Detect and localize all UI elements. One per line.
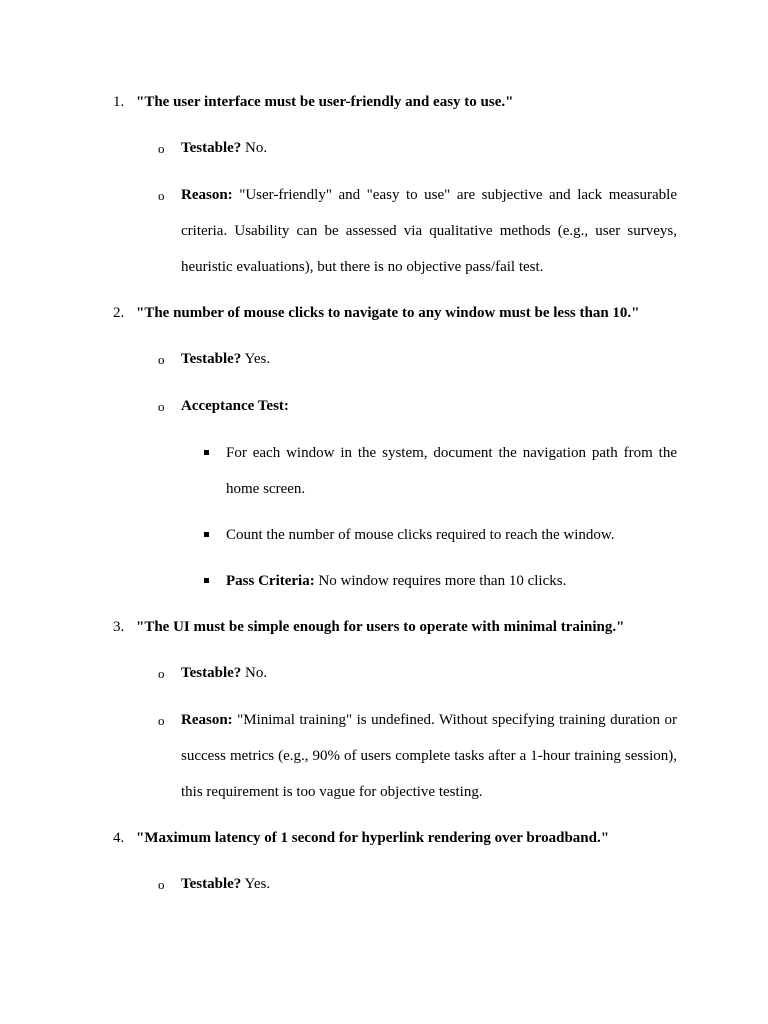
- square-bullet: [204, 578, 209, 583]
- reason-line: this requirement is too vague for objective testing.: [181, 784, 483, 800]
- item-heading: "The number of mouse clicks to navigate to any window must be less than 10.": [136, 305, 640, 321]
- reason-line: criteria. Usability can be assessed via qualitative methods (e.g., user surveys,: [181, 223, 677, 239]
- testable-line: Testable? Yes.: [181, 351, 271, 367]
- reason-line: Reason: "Minimal training" is undefined. Without specifying training duration or: [181, 712, 678, 728]
- sub-bullet: o: [158, 713, 165, 728]
- item-heading: "The user interface must be user-friendly and easy to use.": [136, 94, 514, 110]
- testable-line: Testable? No.: [181, 140, 268, 156]
- item-number: 3.: [113, 619, 125, 635]
- step-line: For each window in the system, document the navigation path from the: [226, 445, 677, 461]
- square-bullet: [204, 532, 209, 537]
- reason-line: success metrics (e.g., 90% of users complete tasks after a 1-hour training session),: [181, 748, 677, 764]
- sub-bullet: o: [158, 352, 165, 367]
- testable-line: Testable? No.: [181, 665, 268, 681]
- item-heading: "Maximum latency of 1 second for hyperlink rendering over broadband.": [136, 830, 610, 846]
- item-number: 2.: [113, 305, 125, 321]
- acceptance-test-label: Acceptance Test:: [181, 398, 289, 414]
- sub-bullet: o: [158, 141, 165, 156]
- item-number: 1.: [113, 94, 125, 110]
- reason-line: heuristic evaluations), but there is no objective pass/fail test.: [181, 259, 544, 275]
- reason-line: Reason: "User-friendly" and "easy to use" are subjective and lack measurable: [181, 187, 677, 203]
- testable-line: Testable? Yes.: [181, 876, 271, 892]
- item-number: 4.: [113, 830, 125, 846]
- sub-bullet: o: [158, 666, 165, 681]
- step-line: Count the number of mouse clicks required to reach the window.: [226, 527, 615, 543]
- sub-bullet: o: [158, 188, 165, 203]
- step-line: home screen.: [226, 481, 306, 497]
- sub-bullet: o: [158, 399, 165, 414]
- pass-criteria-line: Pass Criteria: No window requires more than 10 clicks.: [226, 573, 567, 589]
- square-bullet: [204, 450, 209, 455]
- sub-bullet: o: [158, 877, 165, 892]
- item-heading: "The UI must be simple enough for users to operate with minimal training.": [136, 619, 625, 635]
